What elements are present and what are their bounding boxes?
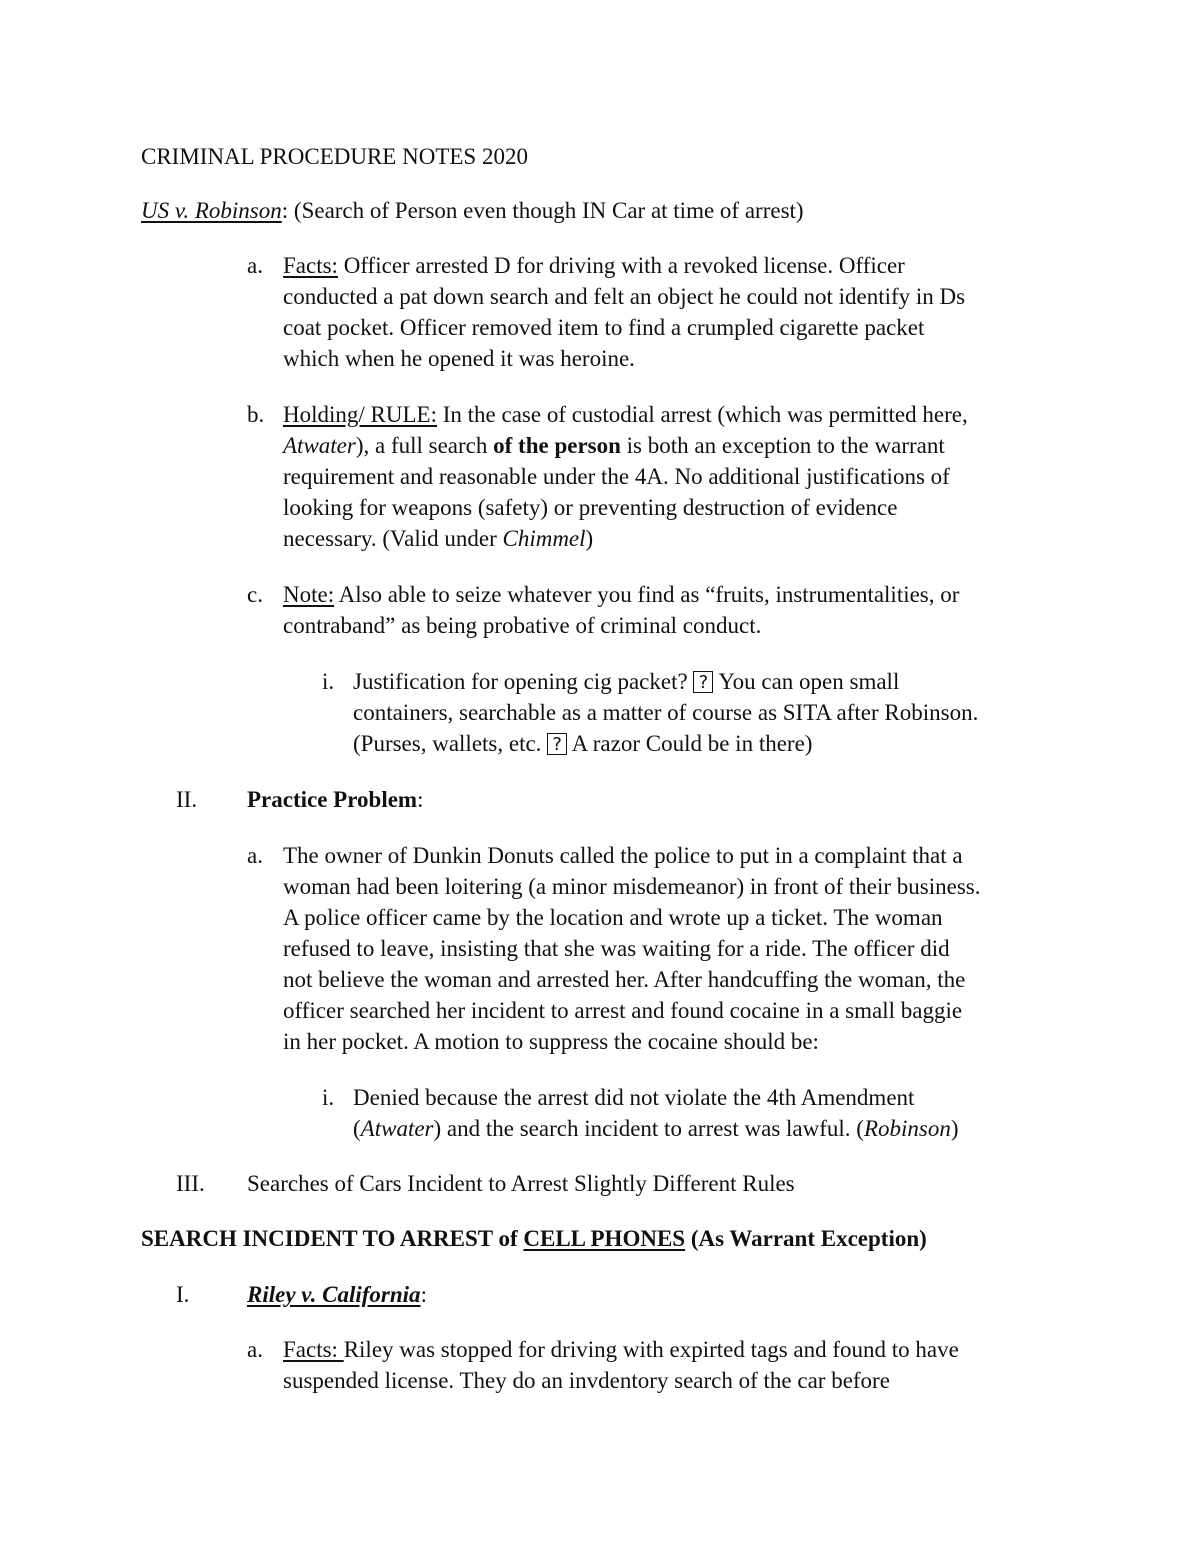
case-citation: Robinson: [863, 1116, 951, 1141]
list-marker: a.: [247, 1337, 263, 1362]
holding-line: requirement and reasonable under the 4A. No additional justifications of: [283, 464, 950, 489]
document-title: CRIMINAL PROCEDURE NOTES 2020: [141, 144, 528, 169]
case-heading-robinson: US v. Robinson: (Search of Person even though IN Car at time of arrest): [141, 198, 804, 223]
section-numeral: III.: [176, 1171, 205, 1196]
problem-line: officer searched her incident to arrest and found cocaine in a small baggie: [283, 998, 963, 1023]
missing-glyph-icon: ?: [693, 671, 713, 693]
answer-line: Denied because the arrest did not violate the 4th Amendment: [353, 1085, 915, 1110]
case-name: Riley v. California: [247, 1282, 421, 1307]
case-description: (Search of Person even though IN Car at time of arrest): [288, 198, 804, 223]
list-marker: i.: [322, 1085, 335, 1110]
facts-line: conducted a pat down search and felt an object he could not identify in Ds: [283, 284, 966, 309]
note-line: contraband” as being probative of criminal conduct.: [283, 613, 762, 638]
sub-item-line: containers, searchable as a matter of course as SITA after Robinson.: [353, 700, 979, 725]
case-citation: Atwater: [283, 433, 356, 458]
list-marker: b.: [247, 402, 265, 427]
facts-line: which when he opened it was heroine.: [283, 346, 635, 371]
list-marker: a.: [247, 253, 263, 278]
problem-line: in her pocket. A motion to suppress the cocaine should be:: [283, 1029, 819, 1054]
list-marker: i.: [322, 669, 335, 694]
answer-line: (Atwater) and the search incident to arrest was lawful. (Robinson): [353, 1116, 959, 1141]
problem-line: A police officer came by the location and wrote up a ticket. The woman: [283, 905, 943, 930]
section-numeral: I.: [176, 1282, 190, 1307]
facts-line: suspended license. They do an invdentory search of the car before: [283, 1368, 890, 1393]
emphasis-text: of the person: [493, 433, 621, 458]
note-label: Note:: [283, 582, 335, 607]
case-heading-riley: Riley v. California:: [247, 1282, 427, 1307]
problem-line: The owner of Dunkin Donuts called the police to put in a complaint that a: [283, 843, 963, 868]
section-heading-cell-phones: SEARCH INCIDENT TO ARREST of CELL PHONES (As Warrant Exception): [141, 1226, 927, 1251]
sub-item-line: Justification for opening cig packet? ? You can open small: [353, 669, 900, 694]
problem-line: woman had been loitering (a minor misdemeanor) in front of their business.: [283, 874, 981, 899]
holding-label: Holding/ RULE:: [283, 402, 437, 427]
holding-line: Atwater), a full search of the person is both an exception to the warrant: [283, 433, 945, 458]
facts-label: Facts:: [283, 1337, 344, 1362]
case-citation: Atwater: [360, 1116, 434, 1141]
missing-glyph-icon: ?: [547, 733, 567, 755]
holding-line: necessary. (Valid under Chimmel): [283, 526, 594, 551]
facts-label: Facts:: [283, 253, 338, 278]
list-marker: a.: [247, 843, 263, 868]
sub-item-line: (Purses, wallets, etc. ? A razor Could be in there): [353, 731, 813, 756]
section-numeral: II.: [176, 787, 198, 812]
list-marker: c.: [247, 582, 263, 607]
case-name: US v. Robinson: [141, 198, 282, 223]
facts-line: coat pocket. Officer removed item to find a crumpled cigarette packet: [283, 315, 925, 340]
section-heading-cars: Searches of Cars Incident to Arrest Slightly Different Rules: [247, 1171, 795, 1196]
section-heading-practice: Practice Problem:: [247, 787, 424, 812]
holding-line: Holding/ RULE: In the case of custodial arrest (which was permitted here,: [283, 402, 968, 427]
problem-line: refused to leave, insisting that she was waiting for a ride. The officer did: [283, 936, 950, 961]
case-citation: Chimmel: [502, 526, 586, 551]
problem-line: not believe the woman and arrested her. After handcuffing the woman, the: [283, 967, 966, 992]
facts-line: Facts: Riley was stopped for driving with expirted tags and found to have: [283, 1337, 959, 1362]
holding-line: looking for weapons (safety) or preventing destruction of evidence: [283, 495, 898, 520]
facts-line: Facts: Officer arrested D for driving with a revoked license. Officer: [283, 253, 905, 278]
note-line: Note: Also able to seize whatever you find as “fruits, instrumentalities, or: [283, 582, 960, 607]
